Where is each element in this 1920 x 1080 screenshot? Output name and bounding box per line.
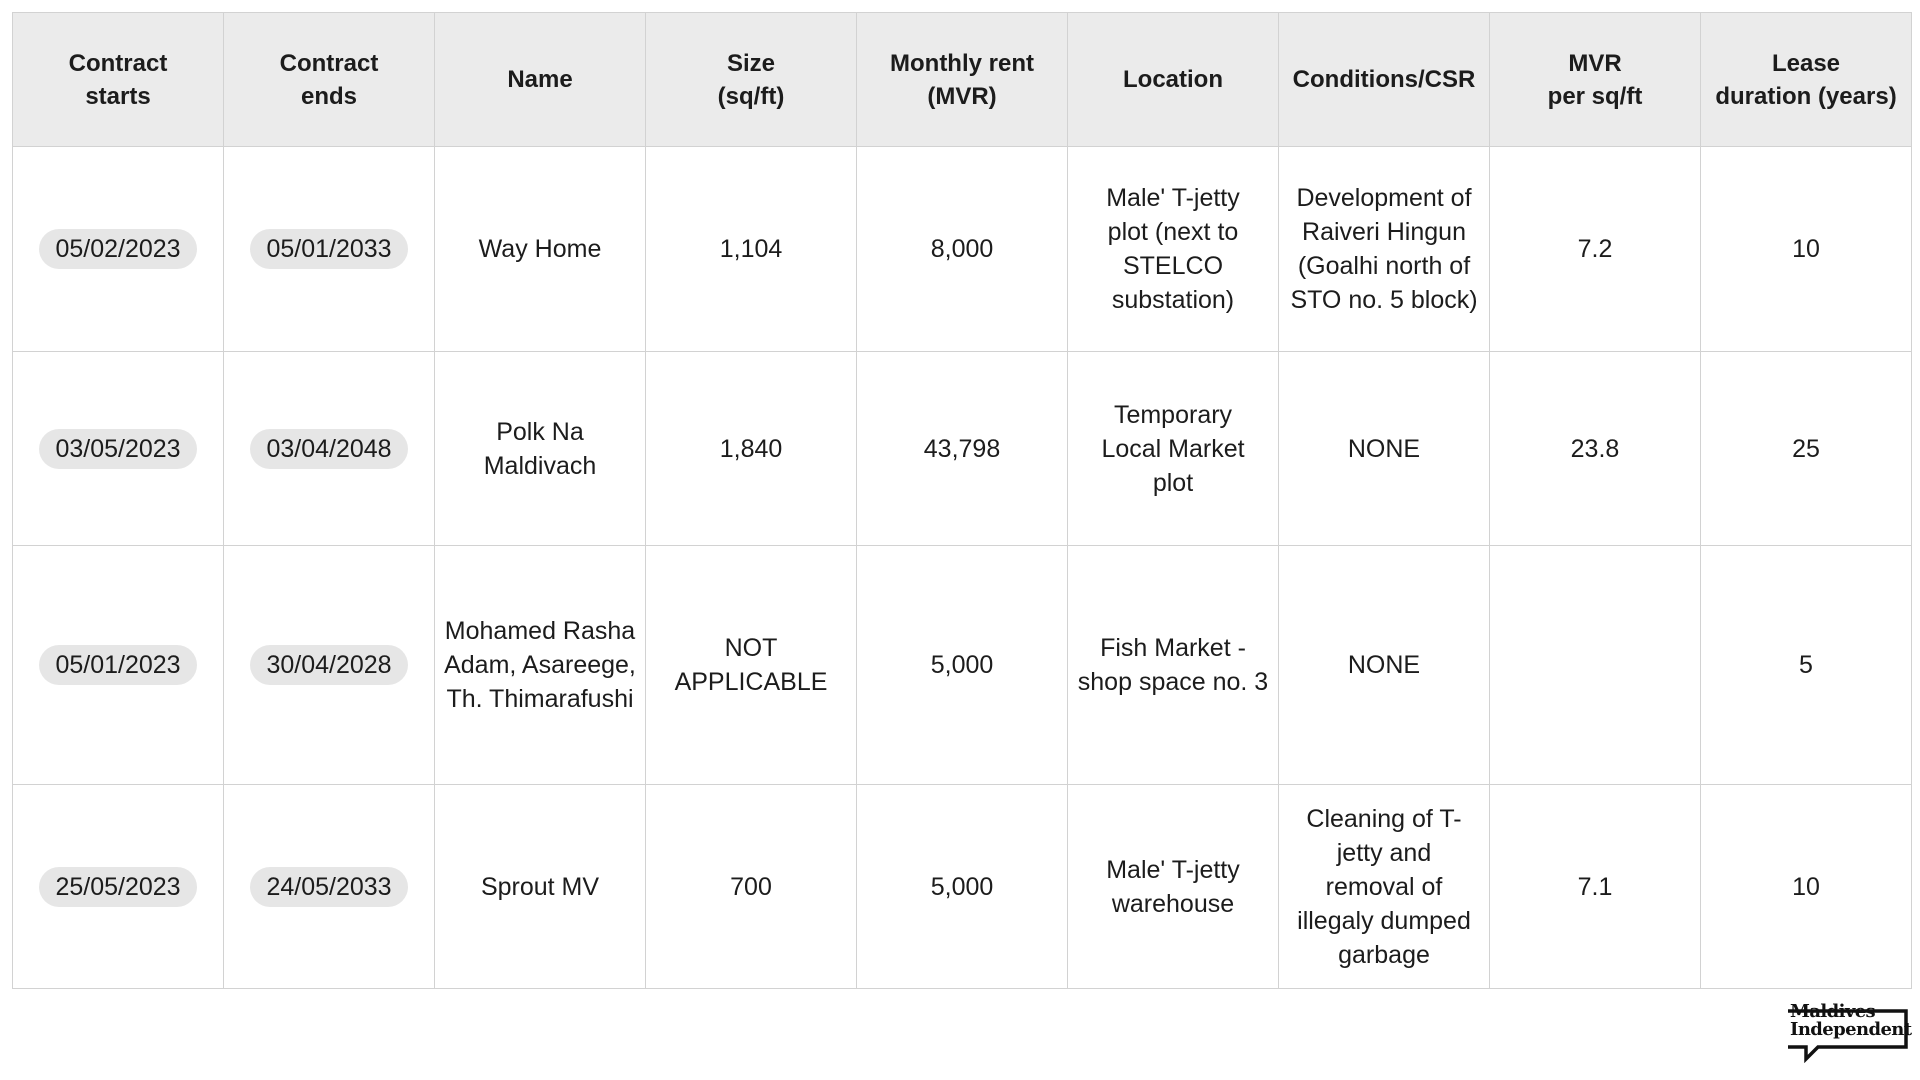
table-row [13,147,1912,352]
cell-size: 1,840 [646,352,857,546]
cell-size: 700 [646,785,857,989]
cell-conditions: NONE [1279,546,1490,785]
header-lease-duration: Lease duration (years) [1701,13,1912,147]
cell-name: Sprout MV [435,785,646,989]
date-badge: 03/04/2048 [250,429,407,469]
cell-mvr-per-sqft [1490,546,1701,785]
header-size: Size (sq/ft) [646,13,857,147]
cell-lease-duration: 10 [1701,147,1912,352]
logo-line-independent: Independent [1790,1019,1912,1040]
header-mvr-per-sqft: MVR per sq/ft [1490,13,1701,147]
cell-conditions: Cleaning of T- jetty and removal of illegaly dumped garbage [1279,785,1490,989]
cell-mvr-per-sqft: 23.8 [1490,352,1701,546]
cell-contract-starts [13,785,224,989]
cell-contract-ends [224,546,435,785]
date-badge: 05/02/2023 [39,229,196,269]
header-contract-starts: Contract starts [13,13,224,147]
date-badge: 05/01/2023 [39,645,196,685]
cell-name: Mohamed Rasha Adam, Asareege, Th. Thimarafushi [435,546,646,785]
date-badge: 25/05/2023 [39,867,196,907]
cell-contract-ends [224,352,435,546]
logo-line-maldives: Maldives [1790,1001,1876,1022]
table-header-row [13,13,1912,147]
cell-monthly-rent: 8,000 [857,147,1068,352]
cell-contract-starts [13,147,224,352]
cell-lease-duration: 10 [1701,785,1912,989]
table-row [13,352,1912,546]
table-row [13,546,1912,785]
cell-contract-starts [13,352,224,546]
header-name: Name [435,13,646,147]
header-monthly-rent: Monthly rent (MVR) [857,13,1068,147]
lease-contracts-table [12,12,1912,989]
cell-location: Temporary Local Market plot [1068,352,1279,546]
cell-mvr-per-sqft: 7.1 [1490,785,1701,989]
cell-lease-duration: 25 [1701,352,1912,546]
header-contract-ends: Contract ends [224,13,435,147]
maldives-independent-logo [1788,1001,1910,1063]
header-conditions-csr: Conditions/CSR [1279,13,1490,147]
cell-location: Fish Market - shop space no. 3 [1068,546,1279,785]
cell-name: Way Home [435,147,646,352]
cell-contract-ends [224,785,435,989]
cell-lease-duration: 5 [1701,546,1912,785]
date-badge: 24/05/2033 [250,867,407,907]
cell-monthly-rent: 5,000 [857,546,1068,785]
date-badge: 30/04/2028 [250,645,407,685]
table-row [13,785,1912,989]
cell-size: NOT APPLICABLE [646,546,857,785]
cell-contract-starts [13,546,224,785]
date-badge: 05/01/2033 [250,229,407,269]
cell-monthly-rent: 5,000 [857,785,1068,989]
cell-location: Male' T-jetty plot (next to STELCO substation) [1068,147,1279,352]
lease-contracts-table-container [12,12,1911,989]
cell-mvr-per-sqft: 7.2 [1490,147,1701,352]
cell-conditions: Development of Raiveri Hingun (Goalhi north of STO no. 5 block) [1279,147,1490,352]
cell-contract-ends [224,147,435,352]
cell-conditions: NONE [1279,352,1490,546]
cell-location: Male' T-jetty warehouse [1068,785,1279,989]
date-badge: 03/05/2023 [39,429,196,469]
header-location: Location [1068,13,1279,147]
cell-name: Polk Na Maldivach [435,352,646,546]
cell-size: 1,104 [646,147,857,352]
cell-monthly-rent: 43,798 [857,352,1068,546]
